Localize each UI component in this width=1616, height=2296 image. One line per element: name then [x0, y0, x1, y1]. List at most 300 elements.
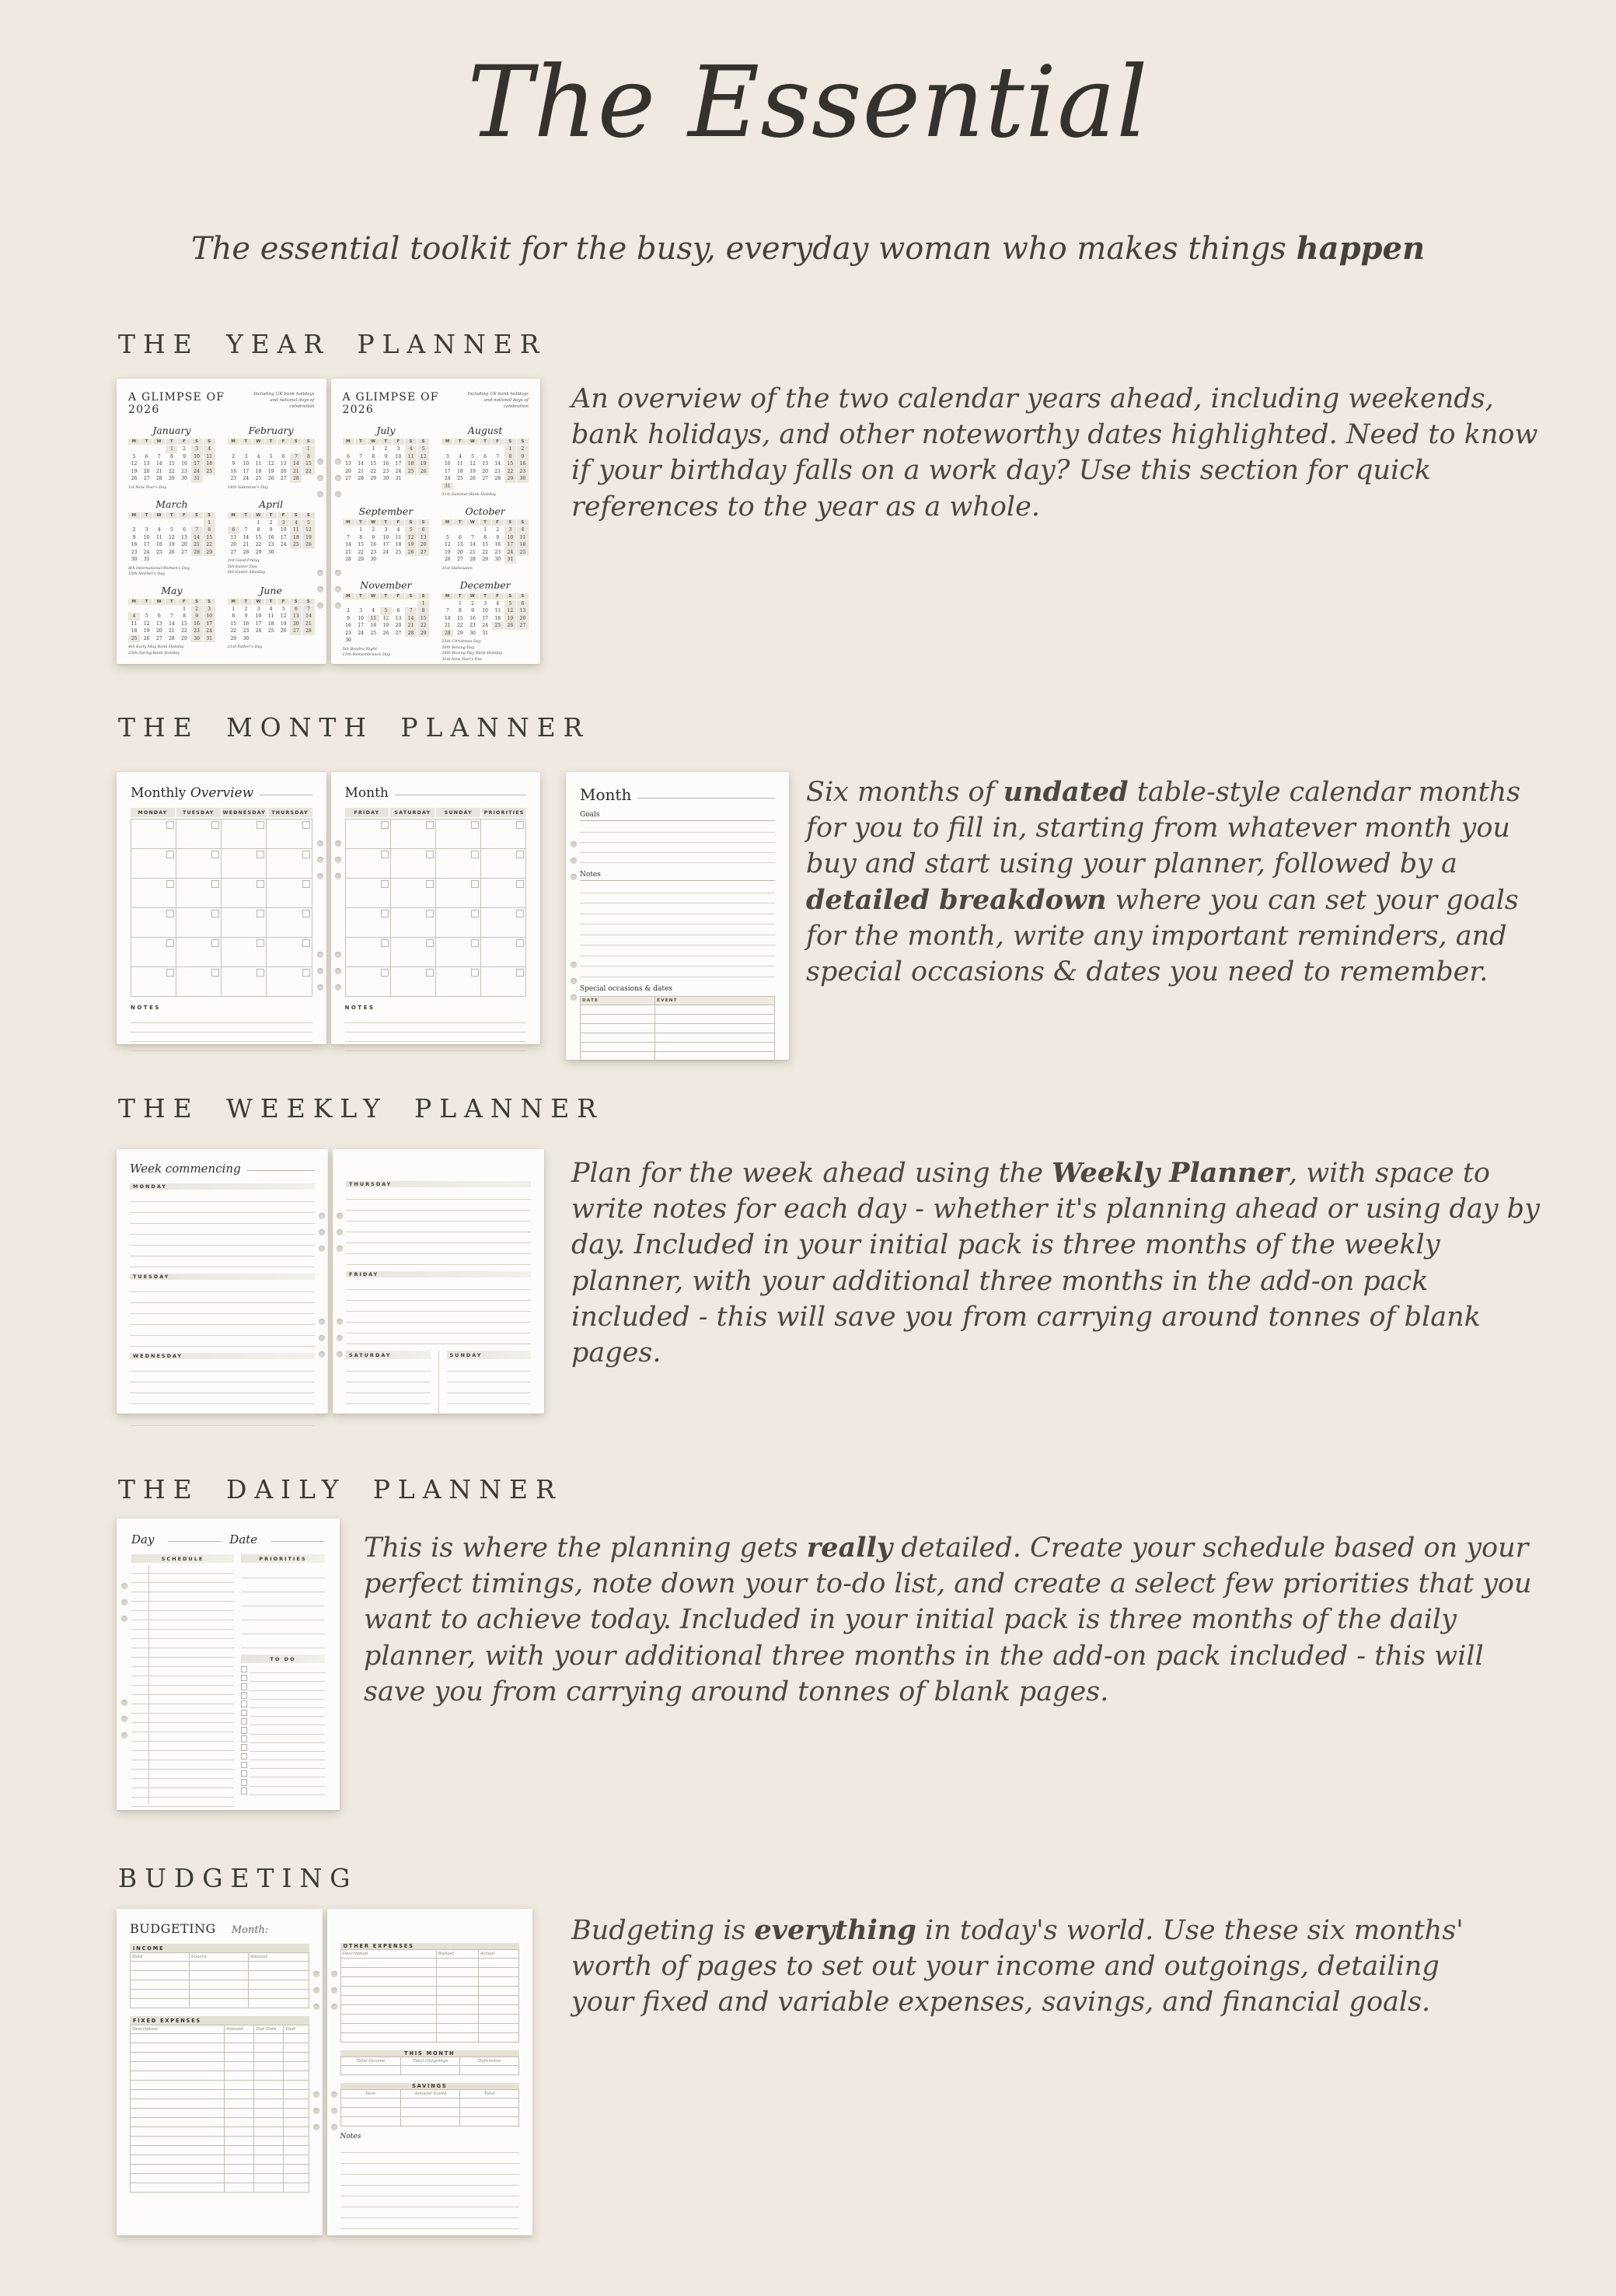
binder-holes: [331, 2092, 337, 2140]
table-cell: [131, 2099, 225, 2109]
date-cell: 9: [269, 527, 273, 533]
date-cell: 10: [358, 615, 364, 621]
table-cell: [655, 1033, 775, 1042]
ruled-line: [580, 833, 775, 843]
date-cell: [343, 526, 354, 534]
table-cell: [478, 2024, 518, 2033]
ruled-line: [346, 1372, 431, 1382]
weekday-initial: W: [253, 512, 264, 519]
table-row: [131, 2099, 309, 2109]
date-cell: 4: [372, 608, 375, 614]
week-row: [442, 475, 529, 483]
table-cell: [284, 2099, 309, 2109]
date-cell: [166, 519, 177, 527]
date-cell: 8: [504, 453, 516, 461]
weekday-initial: W: [466, 439, 478, 445]
date-cell: 9: [132, 534, 136, 540]
date-box: [471, 821, 479, 829]
date-cell: 12: [267, 461, 274, 467]
dates-grid: [343, 600, 430, 645]
date-cell: 21: [302, 620, 314, 628]
weekday-initial: S: [405, 519, 417, 526]
month-name: June: [260, 584, 282, 596]
table-cell: [224, 2053, 253, 2062]
mini-month-january: [128, 425, 215, 491]
date-cell: 17: [191, 460, 203, 468]
week-row: [343, 468, 430, 476]
grid-cell: [481, 879, 526, 908]
date-cell: 17: [395, 461, 402, 467]
weekday-initial: M: [128, 512, 140, 519]
grid-cell: [131, 820, 176, 849]
todo-row: [241, 1777, 325, 1786]
weekday-initial: T: [141, 512, 152, 519]
date-cell: [128, 446, 140, 453]
table-cell: [131, 2090, 225, 2099]
binder-hole-dot: [121, 1732, 127, 1739]
date-cell: 28: [494, 476, 501, 482]
binder-hole-dot: [319, 1351, 325, 1358]
grid-cell: [222, 820, 267, 849]
date-cell: 7: [290, 453, 302, 461]
date-cell: 7: [157, 453, 161, 460]
date-cell: [405, 556, 417, 564]
weekday-initial: W: [466, 519, 478, 526]
date-cell: 7: [169, 613, 173, 620]
date-box: [381, 939, 389, 947]
date-box: [166, 910, 174, 917]
grid-cell: [346, 879, 391, 908]
week-row: [128, 534, 215, 542]
binder-holes: [335, 459, 341, 508]
date-cell: [517, 556, 529, 564]
ruled-line: [131, 1592, 234, 1602]
table-cell: [284, 2146, 309, 2155]
table-row: [131, 2081, 309, 2090]
date-cell: 6: [417, 526, 429, 534]
year-page-title: A GLIMPSE OF 2026: [128, 391, 225, 416]
todo-row: [241, 1725, 325, 1734]
binder-hole-dot: [313, 2108, 319, 2114]
date-cell: 8: [232, 613, 236, 620]
page-title: The Essential: [467, 45, 1149, 159]
date-cell: 24: [191, 468, 203, 476]
date-cell: 20: [482, 468, 488, 474]
table-cell: [284, 2062, 309, 2071]
dates-grid: [442, 446, 529, 490]
table-column-header: Paid: [284, 2025, 309, 2034]
table-cell: [478, 2015, 518, 2024]
grid-body: [131, 819, 312, 997]
grid-cell: [346, 908, 391, 938]
year-page-note: [250, 391, 315, 410]
weekday-initial: F: [492, 593, 504, 599]
ruled-line: [580, 823, 775, 833]
date-cell: [290, 446, 302, 453]
date-cell: [228, 519, 239, 527]
date-cell: 27: [395, 630, 402, 636]
date-cell: 12: [444, 542, 451, 548]
date-cell: 25: [155, 549, 162, 555]
dates-grid: [442, 600, 529, 638]
week-row: [128, 635, 215, 643]
date-cell: 4: [496, 600, 500, 606]
week-row: [343, 556, 430, 564]
month-footnotes: [442, 639, 529, 662]
date-cell: 28: [191, 549, 203, 557]
date-cell: 30: [517, 475, 529, 483]
ruled-line: [241, 1592, 325, 1606]
date-cell: 29: [204, 549, 215, 557]
binder-hole-dot: [319, 1319, 325, 1325]
table-cell: [131, 1990, 190, 1999]
ruled-line: [131, 1564, 234, 1574]
special-occasions-table: [580, 996, 775, 1061]
title-rule: [247, 1170, 315, 1171]
date-cell: 21: [345, 549, 351, 555]
grid-cell: [436, 967, 481, 997]
week-row: [343, 460, 430, 468]
date-cell: 12: [382, 615, 389, 621]
date-cell: [466, 526, 478, 534]
date-cell: [466, 446, 478, 453]
weekday-header-row: [228, 512, 315, 519]
date-cell: 3: [145, 527, 148, 533]
checkbox-icon: [241, 1700, 248, 1707]
date-cell: 5: [504, 600, 516, 608]
grid-cell: [436, 908, 481, 938]
date-cell: 22: [504, 468, 516, 476]
ruled-line: [346, 1254, 531, 1265]
date-cell: 12: [302, 526, 314, 534]
table-row: [340, 2033, 519, 2043]
weekday-header-row: [343, 593, 430, 599]
date-cell: 10: [482, 608, 488, 614]
checkbox-icon: [241, 1683, 248, 1690]
date-cell: 25: [492, 622, 504, 630]
month-footnotes: [128, 566, 215, 578]
date-cell: [277, 635, 289, 643]
footnote-line: 28th Boxing Day Bank Holiday: [442, 651, 503, 655]
week-row: [128, 613, 215, 620]
table-row: [340, 1959, 519, 1968]
date-cell: 16: [181, 461, 187, 467]
binder-hole-dot: [337, 1229, 343, 1235]
date-cell: 25: [267, 628, 274, 634]
date-cell: 23: [469, 623, 476, 629]
date-cell: 6: [281, 453, 285, 460]
date-cell: [480, 446, 491, 453]
date-cell: 21: [469, 549, 476, 555]
date-cell: 5: [145, 613, 148, 620]
ruled-line: [580, 843, 775, 853]
grid-cell: [222, 967, 267, 997]
grid-cell: [267, 849, 312, 879]
mini-month-december: [442, 579, 529, 663]
goals-label: Goals: [580, 811, 775, 821]
date-box: [257, 939, 264, 947]
date-cell: [492, 483, 504, 491]
date-cell: [204, 475, 215, 483]
weekday-initial: W: [153, 439, 165, 445]
date-cell: 4: [396, 527, 400, 533]
date-cell: 16: [345, 623, 351, 629]
day-lines: [130, 1361, 315, 1426]
date-cell: 13: [230, 534, 237, 540]
date-cell: [454, 483, 466, 491]
month-grid-page: [331, 772, 541, 1044]
date-cell: 29: [255, 549, 262, 555]
date-cell: 16: [517, 460, 529, 468]
date-cell: 14: [469, 542, 476, 548]
date-cell: 31: [482, 630, 488, 636]
table-cell: [655, 1042, 775, 1051]
table-cell: [655, 1014, 775, 1023]
date-cell: 16: [382, 461, 389, 467]
table-cell: [254, 2137, 284, 2146]
monthly-overview-title: Monthly Overview: [131, 785, 254, 801]
date-cell: 27: [181, 549, 187, 555]
todo-row: [241, 1752, 325, 1760]
date-box: [381, 969, 389, 977]
date-cell: 10: [255, 613, 262, 620]
date-cell: 15: [230, 620, 237, 627]
date-cell: [141, 519, 152, 527]
date-cell: 6: [145, 453, 148, 460]
week-row: [343, 607, 430, 615]
weekday-initial: S: [417, 519, 429, 526]
date-cell: 7: [405, 607, 417, 615]
table-cell: [131, 2146, 225, 2155]
date-cell: 19: [302, 534, 314, 542]
todo-row: [241, 1743, 325, 1752]
income-table: [130, 1952, 309, 2008]
date-cell: [153, 606, 165, 613]
binder-hole-dot: [571, 858, 577, 864]
binder-holes: [317, 570, 323, 619]
date-cell: 26: [169, 549, 175, 555]
section-heading-month-planner: THE MONTH PLANNER: [118, 712, 591, 743]
dates-grid: [442, 526, 529, 564]
table-row: [340, 1977, 519, 1987]
date-cell: 6: [183, 527, 186, 533]
binder-holes: [571, 841, 577, 890]
table-cell: [581, 1051, 655, 1061]
date-cell: 3: [257, 606, 260, 612]
grid-column-header: SATURDAY: [390, 808, 435, 817]
ruled-line: [131, 1732, 234, 1742]
week-row: [228, 526, 315, 534]
date-cell: 28: [469, 557, 476, 563]
grid-header-row: [345, 808, 527, 817]
date-box: [257, 880, 264, 888]
ruled-line: [131, 1770, 234, 1779]
week-row: [228, 541, 315, 549]
ruled-line: [346, 1312, 531, 1323]
date-cell: 18: [155, 542, 162, 548]
table-cell: [401, 2117, 460, 2127]
ruled-line: [131, 1788, 234, 1798]
ruled-line: [131, 1760, 234, 1770]
todo-row: [241, 1682, 325, 1690]
year-planner-description: An overview of the two calendar years ahead, including weekends, bank holidays, and other noteworthy dates highlighted. Need to know if your birthday falls on a work day? Use this section for quick references to the year as a whole.: [571, 383, 1538, 522]
date-box: [257, 910, 264, 917]
date-cell: 19: [267, 468, 274, 474]
month-footnotes: [442, 566, 529, 572]
ruled-line: [580, 935, 775, 946]
schedule-lines: [131, 1564, 234, 1807]
binder-holes: [317, 840, 323, 889]
weekday-header-row: [228, 599, 315, 605]
fixed-expenses-header: FIXED EXPENSES: [130, 2016, 309, 2025]
day-bar-saturday: SATURDAY: [346, 1351, 431, 1359]
dates-grid: [228, 606, 315, 643]
binder-hole-dot: [317, 570, 323, 576]
ruled-line: [241, 1578, 325, 1592]
date-cell: 27: [155, 635, 162, 641]
daily-planner-page: [117, 1518, 340, 1810]
date-cell: 13: [417, 534, 429, 542]
ruled-line: [340, 2186, 520, 2196]
ruled-line: [241, 1564, 325, 1578]
grid-cell: [267, 967, 312, 997]
weekday-header-row: [128, 599, 215, 605]
date-cell: 24: [358, 630, 364, 636]
date-cell: 14: [302, 613, 314, 620]
date-cell: 28: [442, 630, 453, 638]
date-cell: 2: [517, 446, 529, 453]
ruled-line: [130, 1281, 315, 1292]
table-cell: [131, 2062, 225, 2071]
binder-hole-dot: [571, 994, 577, 1001]
week-row: [442, 446, 529, 453]
date-cell: 9: [517, 453, 529, 461]
year-planner-page-left: [117, 379, 326, 664]
grid-cell: [481, 820, 526, 849]
weekday-header-row: [128, 439, 215, 445]
table-cell: [436, 1959, 478, 1968]
date-cell: 2: [347, 608, 350, 614]
date-cell: 6: [396, 608, 400, 614]
ruled-line: [580, 882, 775, 893]
footnote-line: 31st Halloween: [442, 565, 473, 571]
table-row: [581, 1051, 775, 1061]
binder-hole-dot: [571, 962, 577, 968]
ruled-line: [131, 1751, 234, 1760]
notes-label: NOTES: [344, 1005, 375, 1011]
ruled-line: [346, 1211, 531, 1221]
weekday-initial: F: [178, 512, 190, 519]
year-page-title: A GLIMPSE OF 2026: [342, 391, 439, 416]
table-cell: [581, 1023, 655, 1033]
table-cell: [478, 1959, 518, 1968]
grid-cell: [176, 879, 222, 908]
table-cell: [460, 2099, 519, 2108]
date-cell: 17: [504, 541, 516, 549]
table-cell: [131, 2155, 225, 2165]
table-column-header: Amount: [248, 1953, 309, 1962]
binder-hole-dot: [335, 857, 341, 863]
checkbox-icon: [241, 1779, 248, 1786]
date-cell: 13: [482, 461, 488, 467]
table-cell: [581, 1033, 655, 1042]
date-cell: 31: [204, 635, 215, 643]
date-cell: 23: [382, 468, 389, 474]
date-cell: 15: [370, 461, 377, 467]
footnote-line: 4th Early May Bank Holiday: [128, 645, 184, 649]
date-cell: [393, 637, 404, 645]
weekday-initial: M: [128, 439, 140, 445]
date-cell: 30: [494, 557, 501, 563]
week-row: [228, 549, 315, 557]
week-row: [128, 627, 215, 635]
table-cell: [224, 2118, 253, 2127]
mini-month-july: [343, 425, 430, 498]
table-cell: [340, 1959, 436, 1968]
grid-cell: [391, 967, 436, 997]
todo-row: [241, 1708, 325, 1717]
footnote-line: 26th Boxing Day: [442, 645, 475, 650]
date-box: [426, 880, 434, 888]
ruled-line: [131, 1602, 234, 1611]
date-cell: 19: [417, 460, 429, 468]
date-cell: 23: [243, 628, 250, 634]
note-line: Including UK bank holidays: [467, 392, 529, 397]
checkbox-icon: [241, 1727, 248, 1734]
table-cell: [284, 2118, 309, 2127]
ruled-line: [345, 1014, 527, 1023]
date-cell: 1: [257, 519, 260, 526]
table-cell: [224, 2127, 253, 2137]
date-cell: [454, 526, 466, 534]
table-cell: [224, 2062, 253, 2071]
date-cell: 4: [257, 453, 260, 460]
date-cell: [442, 446, 453, 453]
date-cell: 29: [482, 557, 488, 563]
binder-hole-dot: [319, 1213, 325, 1219]
date-cell: 23: [267, 542, 274, 548]
grid-cell: [176, 967, 222, 997]
date-cell: 27: [417, 549, 429, 557]
date-cell: 27: [517, 622, 529, 630]
ruled-line: [131, 1630, 234, 1639]
date-cell: 3: [359, 608, 363, 614]
date-cell: 20: [155, 628, 162, 634]
binder-holes: [121, 1700, 127, 1749]
weekday-initial: F: [277, 439, 289, 445]
ruled-line: [340, 2142, 520, 2153]
date-cell: 30: [382, 476, 389, 482]
binder-hole-dot: [317, 968, 323, 974]
date-label: Date: [229, 1532, 258, 1546]
date-cell: 21: [358, 468, 364, 474]
date-cell: [265, 446, 277, 453]
table: [130, 2025, 309, 2193]
table: [580, 996, 775, 1061]
weekday-initial: F: [492, 519, 504, 526]
day-lines: [346, 1279, 531, 1344]
footnote-line: 11th Remembrance Day: [342, 652, 390, 657]
month-name: January: [152, 425, 191, 436]
date-cell: 18: [395, 542, 402, 548]
date-cell: 15: [358, 542, 364, 548]
date-box: [426, 910, 434, 917]
binder-hole-dot: [337, 1213, 343, 1219]
date-cell: 29: [358, 557, 364, 563]
income-header: INCOME: [130, 1944, 309, 1952]
binder-holes: [335, 840, 341, 889]
binder-hole-dot: [317, 475, 323, 481]
